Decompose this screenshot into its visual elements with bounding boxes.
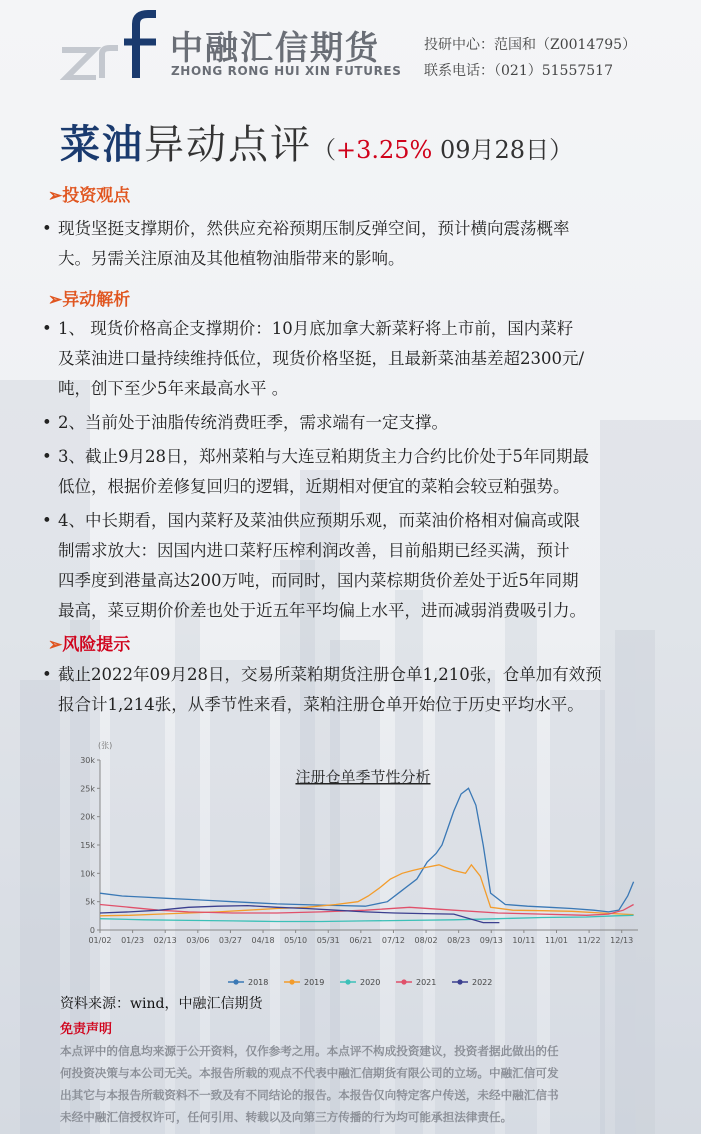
contact-info [424, 32, 636, 84]
view-paragraph [42, 214, 662, 274]
chart-svg [78, 735, 658, 997]
x-tick-label: 03/06 [186, 936, 210, 945]
x-tick-label: 05/10 [284, 936, 308, 945]
warehouse-receipt-chart [78, 735, 658, 997]
bullet-icon: • [42, 413, 52, 432]
page-title [60, 113, 573, 170]
section-label: 风险提示 [62, 635, 131, 655]
bullet-icon: • [42, 319, 52, 338]
title-subject: 异动点评 [144, 122, 312, 168]
title-date: 09月28日 [432, 136, 550, 164]
title-paren-close: ） [549, 136, 574, 164]
data-source: 资料来源：wind，中融汇信期货 [60, 996, 263, 1012]
y-tick-label: 10k [80, 869, 95, 879]
legend-marker-2018 [233, 979, 238, 984]
disclaimer-text [60, 1040, 650, 1128]
bullet-icon: • [42, 511, 52, 530]
section-analysis [48, 285, 130, 310]
analysis-4-line-3: 四季度到港量高达200万吨，而同时，国内菜棕期货价差处于近5年同期 [58, 571, 579, 590]
x-tick-label: 11/01 [544, 936, 569, 945]
analysis-1-line-2: 及菜油进口量持续维持低位，现货价格坚挺，且最新菜油基差超2300元/ [58, 349, 585, 368]
arrow-icon: ➢ [48, 290, 63, 310]
legend-label-2022: 2022 [472, 978, 493, 987]
analysis-2-line-1: 2、当前处于油脂传统消费旺季，需求端有一定支撑。 [58, 413, 448, 432]
bullet-icon: • [42, 219, 52, 238]
disclaimer-line-3: 出其它与本报告所载资料不一致及有不同结论的报告。本报告仅向特定客户传送，未经中融汇信书 [60, 1088, 559, 1102]
x-tick-label: 07/12 [381, 936, 405, 945]
analysis-item-2 [42, 408, 662, 438]
contact-analyst: 投研中心：范国和（Z0014795） [424, 37, 637, 53]
analysis-item-3 [42, 442, 662, 502]
chart-title: 注册仓单季节性分析 [295, 768, 431, 786]
y-tick-label: 30k [80, 756, 95, 765]
analysis-3-line-1: 3、截止9月28日，郑州菜粕与大连豆粕期货主力合约比价处于5年同期最 [58, 447, 589, 466]
section-investment-view [48, 181, 130, 206]
disclaimer-line-1: 本点评中的信息均来源于公开资料，仅作参考之用。本点评不构成投资建议，投资者据此做出的任 [60, 1044, 559, 1058]
y-tick-label: 15k [80, 841, 95, 850]
analysis-4-line-2: 制需求放大：因国内进口菜籽压榨利润改善，目前船期已经买满，预计 [58, 541, 570, 560]
analysis-1-line-1: 1、 现货价格高企支撑期价：10月底加拿大新菜籽将上市前，国内菜籽 [58, 319, 574, 338]
bullet-icon: • [42, 665, 52, 684]
legend-label-2019: 2019 [304, 978, 325, 987]
y-tick-label: 0 [89, 926, 95, 935]
x-tick-label: 09/13 [479, 936, 503, 945]
risk-line-1: 截止2022年09月28日，交易所菜粕期货注册仓单1,210张，仓单加有效预 [58, 665, 602, 684]
analysis-item-1 [42, 314, 662, 404]
y-tick-label: 5k [85, 897, 95, 907]
x-tick-label: 08/23 [447, 936, 471, 945]
x-tick-label: 02/13 [153, 936, 177, 945]
x-tick-label: 05/31 [316, 936, 340, 945]
analysis-4-line-1: 4、中长期看，国内菜籽及菜油供应预期乐观，而菜油价格相对偏高或限 [58, 511, 580, 530]
disclaimer-line-2: 何投资决策与本公司无关。本报告所载的观点不代表中融汇信期货有限公司的立场。中融汇信可发 [60, 1066, 559, 1080]
x-tick-label: 04/18 [251, 936, 275, 945]
title-paren-open: （ [312, 136, 336, 164]
legend-marker-2021 [401, 979, 406, 984]
view-line-2: 大。另需关注原油及其他植物油脂带来的影响。 [58, 249, 405, 268]
analysis-1-line-3: 吨，创下至少5年来最高水平 。 [58, 379, 289, 398]
x-tick-label: 03/27 [218, 936, 242, 945]
section-label: 异动解析 [62, 290, 131, 310]
x-tick-label: 12/13 [610, 936, 634, 945]
section-label: 投资观点 [62, 186, 131, 206]
y-tick-label: 25k [80, 784, 95, 794]
x-tick-label: 01/02 [88, 936, 112, 945]
risk-paragraph [42, 660, 662, 720]
disclaimer-line-4: 未经中融汇信授权许可，任何引用、转载以及向第三方传播的行为均可能承担法律责任。 [60, 1110, 513, 1124]
legend-label-2021: 2021 [416, 978, 437, 987]
title-change-pct: +3.25% [336, 136, 433, 164]
y-axis-unit: (张) [98, 741, 113, 750]
analysis-list [42, 314, 662, 626]
disclaimer-title: 免责声明 [60, 1022, 113, 1037]
risk-line-2: 报合计1,214张，从季节性来看，菜粕注册仓单开始位于历史平均水平。 [58, 695, 584, 714]
series-line-2018 [100, 788, 634, 912]
x-tick-label: 08/02 [414, 936, 438, 945]
y-tick-label: 20k [80, 812, 95, 822]
legend-marker-2022 [457, 979, 462, 984]
section-risk [48, 630, 130, 655]
x-tick-label: 10/11 [512, 936, 536, 945]
arrow-icon: ➢ [48, 186, 63, 206]
contact-phone: 联系电话：（021）51557517 [424, 63, 613, 79]
series-line-2020 [100, 915, 634, 921]
company-logo-icon [58, 10, 158, 80]
legend-label-2020: 2020 [360, 978, 381, 987]
legend-marker-2019 [289, 979, 294, 984]
legend-label-2018: 2018 [248, 978, 269, 987]
header [0, 0, 701, 100]
analysis-4-line-4: 最高，菜豆期价价差也处于近五年平均偏上水平，进而减弱消费吸引力。 [58, 601, 586, 620]
analysis-3-line-2: 低位，根据价差修复回归的逻辑，近期相对便宜的菜粕会较豆粕强势。 [58, 477, 570, 496]
title-product: 菜油 [60, 121, 144, 168]
x-tick-label: 06/21 [349, 936, 373, 945]
legend-marker-2020 [345, 979, 350, 984]
bullet-icon: • [42, 447, 52, 466]
x-tick-label: 01/23 [121, 936, 145, 945]
x-tick-label: 11/22 [577, 936, 601, 945]
analysis-item-4 [42, 506, 662, 626]
arrow-icon: ➢ [48, 635, 63, 655]
logo-chinese-name: 中融汇信期货 [170, 28, 380, 67]
view-line-1: 现货坚挺支撑期价，然供应充裕预期压制反弹空间，预计横向震荡概率 [58, 219, 570, 238]
logo-english-name: ZHONG RONG HUI XIN FUTURES [171, 64, 402, 78]
